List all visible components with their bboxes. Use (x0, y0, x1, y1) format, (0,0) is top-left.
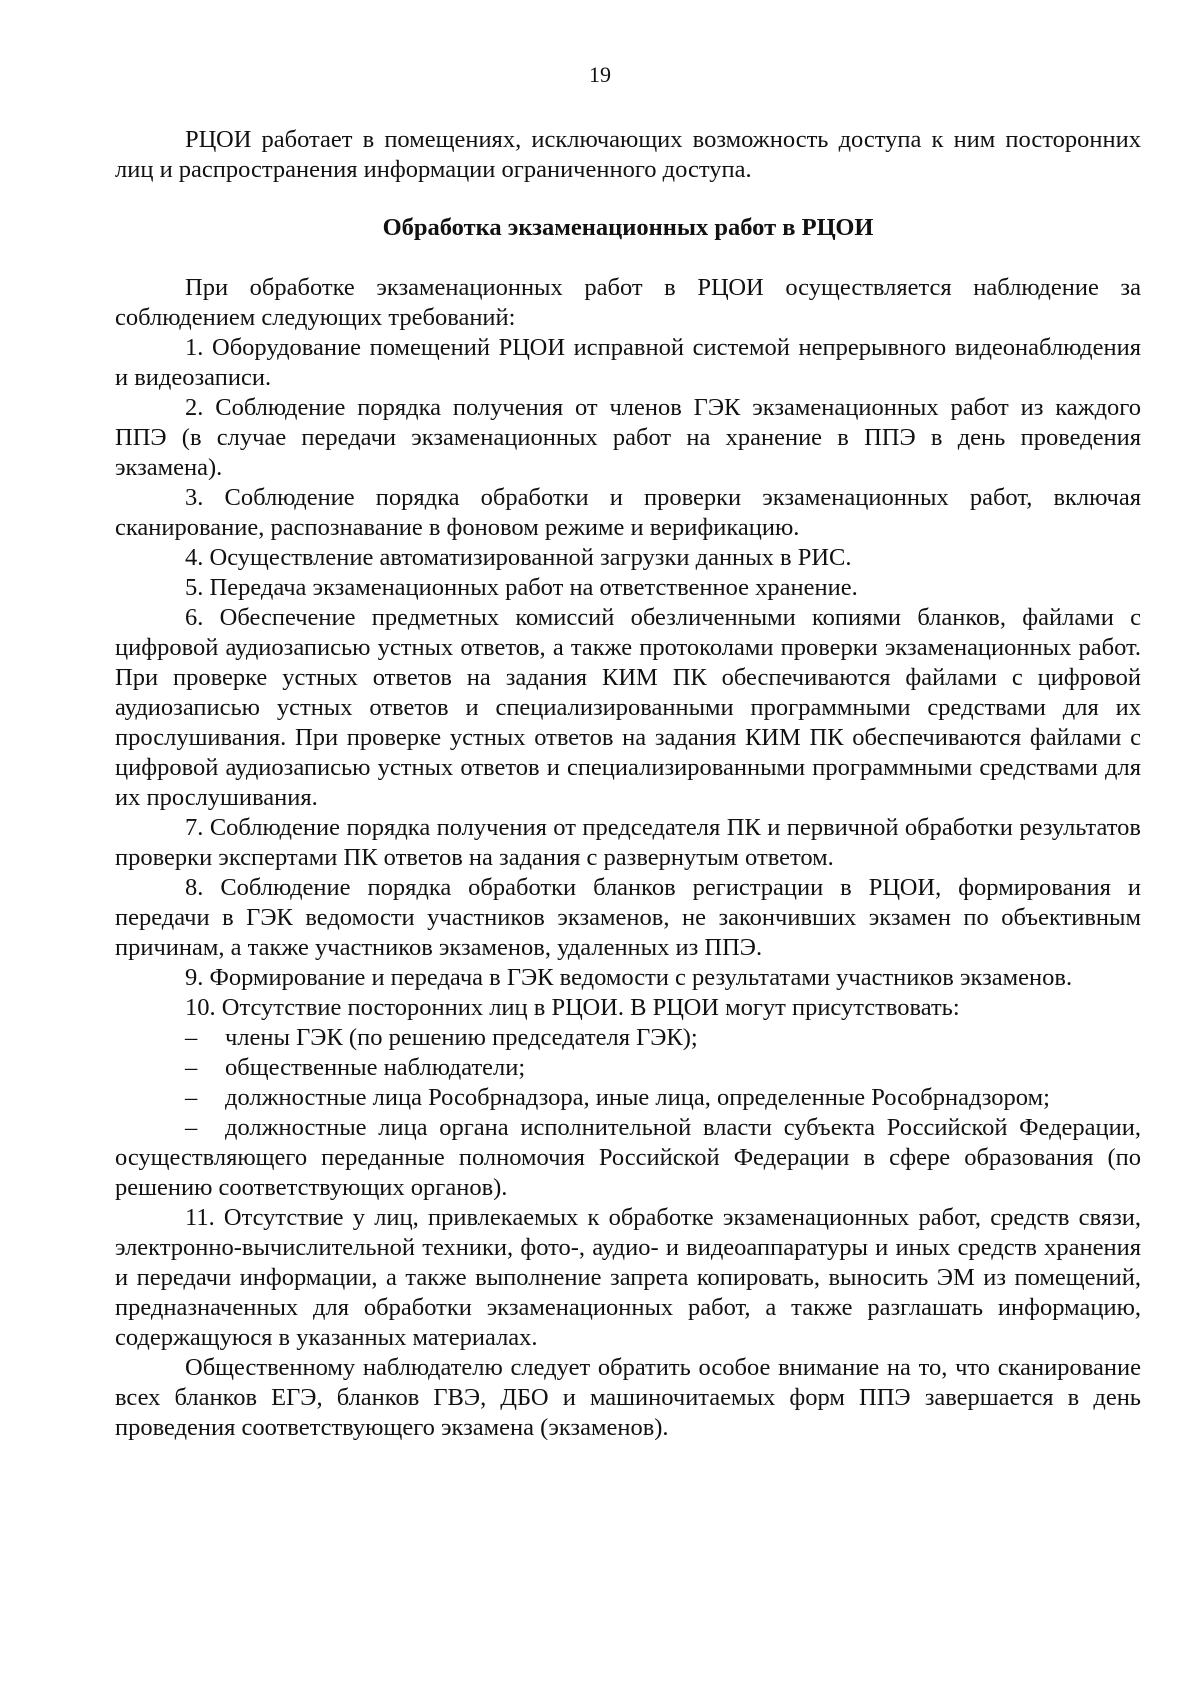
lead-paragraph: При обработке экзаменационных работ в РЦОИ осуществляется наблюдение за соблюдением следующих требований: (115, 274, 1141, 331)
list-item-text: члены ГЭК (по решению председателя ГЭК); (225, 1024, 698, 1051)
attendees-list (115, 1023, 1141, 1203)
list-item (115, 1113, 1141, 1203)
section-title: Обработка экзаменационных работ в РЦОИ (382, 214, 874, 241)
requirement-item-5: 5. Передача экзаменационных работ на ответственное хранение. (185, 574, 858, 601)
dash-marker: – (185, 1114, 198, 1141)
list-item (115, 1023, 1141, 1053)
dash-marker: – (185, 1084, 198, 1111)
list-item (115, 1053, 1141, 1083)
list-item-text: общественные наблюдатели; (225, 1054, 526, 1081)
requirement-item-3: 3. Соблюдение порядка обработки и проверки экзаменационных работ, включая сканирование, распознавание в фоновом режиме и верификацию. (115, 484, 1141, 541)
document-body (115, 125, 1141, 1443)
requirement-item-11: 11. Отсутствие у лиц, привлекаемых к обработке экзаменационных работ, средств связи, электронно-вычислительной техники, фото-, аудио- и видеоаппаратуры и иных средств хранения и передачи информации, а также выполнение запрета копировать, выносить ЭМ из помещений, предназначенных для обработки экзаменационных работ, а также разглашать информацию, содержащуюся в указанных материалах. (115, 1204, 1141, 1351)
requirement-item-10: 10. Отсутствие посторонних лиц в РЦОИ. В РЦОИ могут присутствовать: (185, 994, 960, 1021)
requirement-item-8: 8. Соблюдение порядка обработки бланков регистрации в РЦОИ, формирования и передачи в ГЭК ведомости участников экзаменов, не закончивших экзамен по объективным причинам, а также участников экзаменов, удаленных из ППЭ. (115, 874, 1141, 961)
list-item (115, 1083, 1141, 1113)
requirement-item-6: 6. Обеспечение предметных комиссий обезличенными копиями бланков, файлами с цифровой аудиозаписью устных ответов, а также протоколами проверки экзаменационных работ. При проверке устных ответов на задания КИМ ПК обеспечиваются файлами с цифровой аудиозаписью устных ответов и специализированными программными средствами для их прослушивания. При проверке устных ответов на задания КИМ ПК обеспечиваются файлами с цифровой аудиозаписью устных ответов и специализированными программными средствами для их прослушивания. (115, 604, 1141, 811)
intro-paragraph: РЦОИ работает в помещениях, исключающих возможность доступа к ним посторонних лиц и распространения информации ограниченного доступа. (115, 126, 1141, 183)
requirement-item-7: 7. Соблюдение порядка получения от председателя ПК и первичной обработки результатов проверки экспертами ПК ответов на задания с развернутым ответом. (115, 814, 1141, 871)
requirement-item-2: 2. Соблюдение порядка получения от членов ГЭК экзаменационных работ из каждого ППЭ (в случае передачи экзаменационных работ на хранение в ППЭ в день проведения экзамена). (115, 394, 1141, 481)
requirement-item-4: 4. Осуществление автоматизированной загрузки данных в РИС. (185, 544, 852, 571)
closing-paragraph: Общественному наблюдателю следует обратить особое внимание на то, что сканирование всех бланков ЕГЭ, бланков ГВЭ, ДБО и машиночитаемых форм ППЭ завершается в день проведения соответствующего экзамена (экзаменов). (115, 1354, 1141, 1441)
dash-marker: – (185, 1024, 198, 1051)
requirement-item-1: 1. Оборудование помещений РЦОИ исправной системой непрерывного видеонаблюдения и видеозаписи. (115, 334, 1141, 391)
list-item-text: должностные лица Рособрнадзора, иные лица, определенные Рособрнадзором; (225, 1084, 1050, 1111)
requirement-item-9: 9. Формирование и передача в ГЭК ведомости с результатами участников экзаменов. (185, 964, 1073, 991)
dash-marker: – (185, 1054, 198, 1081)
list-item-text: должностные лица органа исполнительной власти субъекта Российской Федерации, осуществляющего переданные полномочия Российской Федерации в сфере образования (по решению соответствующих органов). (115, 1114, 1141, 1201)
page-number: 19 (589, 62, 611, 87)
